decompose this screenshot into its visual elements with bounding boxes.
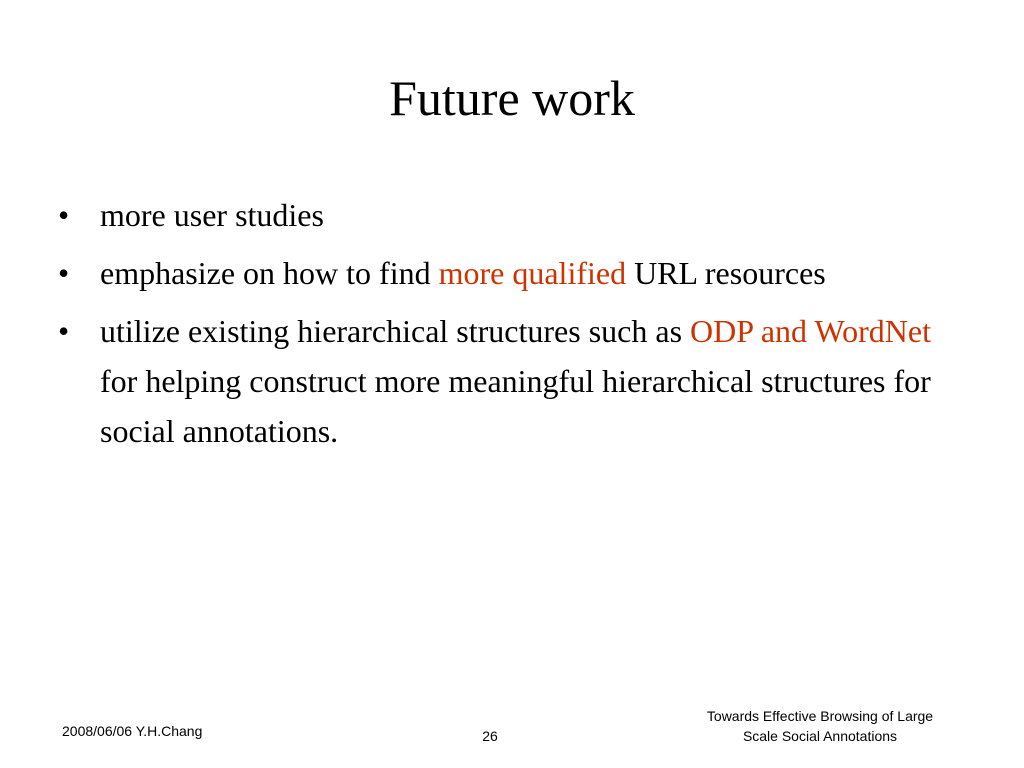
highlighted-text: more qualified <box>438 255 627 291</box>
page-number: 26 <box>482 728 498 744</box>
bullet-marker: • <box>58 313 70 349</box>
footer-title-line: Scale Social Annotations <box>742 728 898 744</box>
footer-title-line: Towards Effective Browsing of Large <box>706 708 934 724</box>
bullet-text: utilize existing hierarchical structures such as <box>100 313 691 349</box>
bullet-list <box>58 190 958 464</box>
highlighted-text: ODP and WordNet <box>690 313 931 349</box>
bullet-text: emphasize on how to find <box>100 255 439 291</box>
slide-title: Future work <box>389 70 635 126</box>
bullet-item <box>58 306 958 456</box>
bullet-marker: • <box>58 197 70 233</box>
bullet-text: more user studies <box>100 197 324 233</box>
bullet-item <box>58 190 958 240</box>
bullet-item <box>58 248 958 298</box>
bullet-text: URL resources <box>626 255 826 291</box>
footer-presentation-title <box>650 706 990 746</box>
bullet-text: for helping construct more meaningful hierarchical structures for social annotations. <box>100 363 931 449</box>
bullet-marker: • <box>58 255 70 291</box>
footer-date-author: 2008/06/06 Y.H.Chang <box>62 723 203 739</box>
